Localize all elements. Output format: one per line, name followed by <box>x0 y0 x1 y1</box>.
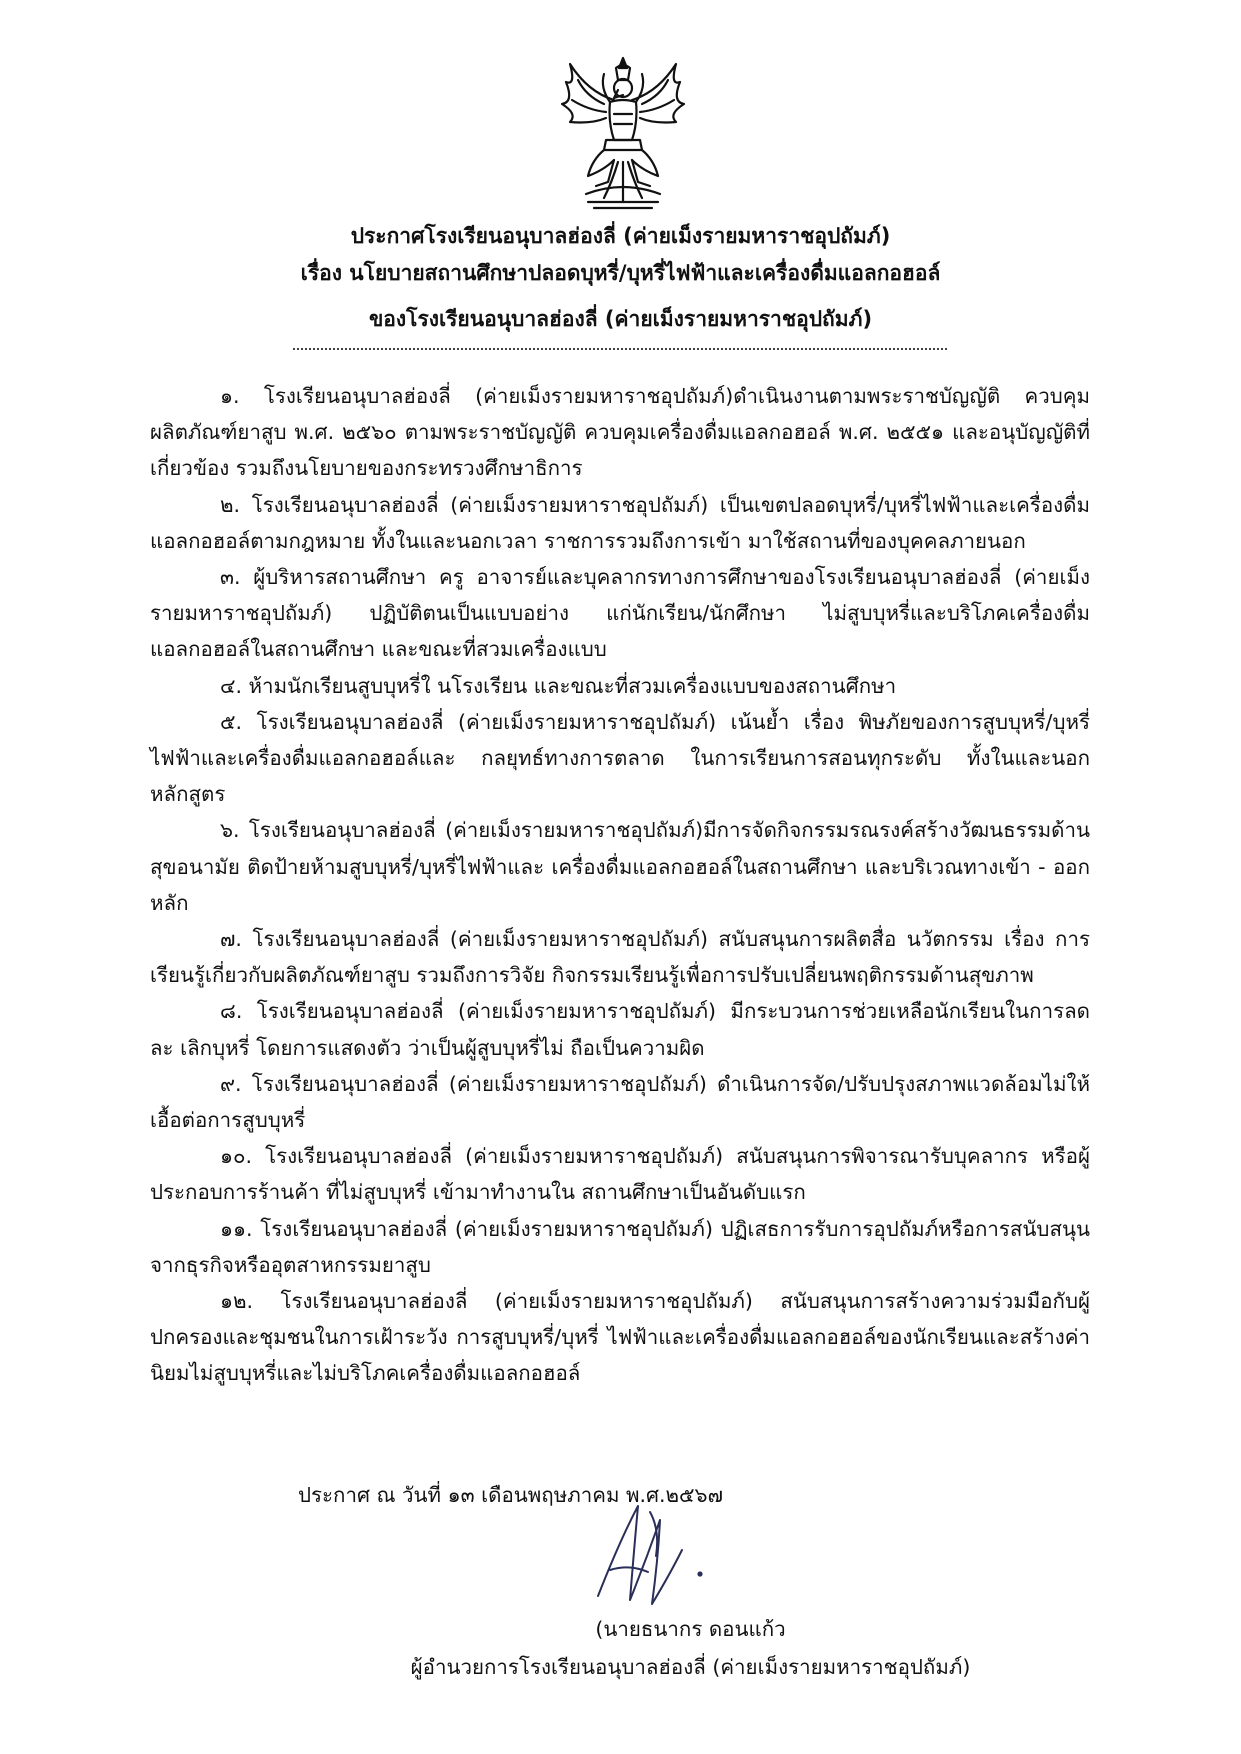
signer-name: (นายธนากร ดอนแก้ว <box>595 1617 786 1641</box>
announcement-school: ของโรงเรียนอนุบาลฮ่องลี่ (ค่ายเม็งรายมหาราชอุปถัมภ์) <box>368 307 873 331</box>
dotted-divider <box>293 348 947 350</box>
policy-item: ๑. โรงเรียนอนุบาลฮ่องลี่ (ค่ายเม็งรายมหาราชอุปถัมภ์)ดำเนินงานตามพระราชบัญญัติ ควบคุมผลิตภัณฑ์ยาสูบ พ.ศ. ๒๕๖๐ ตามพระราชบัญญัติ ควบคุมเครื่องดื่มแอลกอฮอล์ พ.ศ. ๒๕๕๑ และอนุบัญญัติที่เกี่ยวข้อง รวมถึงนโยบายของกระทรวงศึกษาธิการ <box>150 384 1090 481</box>
garuda-emblem-icon <box>548 52 698 214</box>
policy-item: ๑๐. โรงเรียนอนุบาลฮ่องลี่ (ค่ายเม็งรายมหาราชอุปถัมภ์) สนับสนุนการพิจารณารับบุคลากร หรือผู้ประกอบการร้านค้า ที่ไม่สูบบุหรี่ เข้ามาทำงานใน สถานศึกษาเป็นอันดับแรก <box>150 1144 1090 1205</box>
policy-item: ๕. โรงเรียนอนุบาลฮ่องลี่ (ค่ายเม็งรายมหาราชอุปถัมภ์) เน้นย้ำ เรื่อง พิษภัยของการสูบบุหรี่/บุหรี่ไฟฟ้าและเครื่องดื่มแอลกอฮอล์และ กลยุทธ์ทางการตลาด ในการเรียนการสอนทุกระดับ ทั้งในและนอกหลักสูตร <box>150 709 1090 807</box>
announcement-date: ประกาศ ณ วันที่ ๑๓ เดือนพฤษภาคม พ.ศ.๒๕๖๗ <box>298 1483 723 1507</box>
announcement-title: ประกาศโรงเรียนอนุบาลฮ่องลี่ (ค่ายเม็งรายมหาราชอุปถัมภ์) <box>350 224 891 248</box>
policy-items <box>150 378 1090 1392</box>
policy-item: ๗. โรงเรียนอนุบาลฮ่องลี่ (ค่ายเม็งรายมหาราชอุปถัมภ์) สนับสนุนการผลิตสื่อ นวัตกรรม เรื่อง การเรียนรู้เกี่ยวกับผลิตภัณฑ์ยาสูบ รวมถึงการวิจัย กิจกรรมเรียนรู้เพื่อการปรับเปลี่ยนพฤติกรรมด้านสุขภาพ <box>150 927 1090 988</box>
policy-item: ๙. โรงเรียนอนุบาลฮ่องลี่ (ค่ายเม็งรายมหาราชอุปถัมภ์) ดำเนินการจัด/ปรับปรุงสภาพแวดล้อมไม่ให้เอื้อต่อการสูบบุหรี่ <box>150 1071 1090 1133</box>
policy-item: ๖. โรงเรียนอนุบาลฮ่องลี่ (ค่ายเม็งรายมหาราชอุปถัมภ์)มีการจัดกิจกรรมรณรงค์สร้างวัฒนธรรมด้านสุขอนามัย ติดป้ายห้ามสูบบุหรี่/บุหรี่ไฟฟ้าและ เครื่องดื่มแอลกอฮอล์ในสถานศึกษา และบริเวณทางเข้า - ออกหลัก <box>150 818 1090 915</box>
announcement-subject: เรื่อง นโยบายสถานศึกษาปลอดบุหรี่/บุหรี่ไฟฟ้าและเครื่องดื่มแอลกอฮอล์ <box>300 261 941 285</box>
policy-item: ๑๑. โรงเรียนอนุบาลฮ่องลี่ (ค่ายเม็งรายมหาราชอุปถัมภ์) ปฏิเสธการรับการอุปถัมภ์หรือการสนับสนุน จากธุรกิจหรืออุตสาหกรรมยาสูบ <box>150 1216 1090 1277</box>
policy-item: ๔. ห้ามนักเรียนสูบบุหรี่ใ นโรงเรียน และขณะที่สวมเครื่องแบบของสถานศึกษา <box>220 673 897 698</box>
policy-item: ๒. โรงเรียนอนุบาลฮ่องลี่ (ค่ายเม็งรายมหาราชอุปถัมภ์) เป็นเขตปลอดบุหรี่/บุหรี่ไฟฟ้าและเครื่องดื่มแอลกอฮอล์ตามกฎหมาย ทั้งในและนอกเวลา ราชการรวมถึงการเข้า มาใช้สถานที่ของบุคคลภายนอก <box>150 492 1090 553</box>
policy-item: ๑๒. โรงเรียนอนุบาลฮ่องลี่ (ค่ายเม็งรายมหาราชอุปถัมภ์) สนับสนุนการสร้างความร่วมมือกับผู้ปกครองและชุมชนในการเฝ้าระวัง การสูบบุหรี่/บุหรี่ ไฟฟ้าและเครื่องดื่มแอลกอฮอล์ของนักเรียนและสร้างค่านิยมไม่สูบบุหรี่และไม่บริโภคเครื่องดื่มแอลกอฮอล์ <box>150 1289 1090 1386</box>
policy-item: ๘. โรงเรียนอนุบาลฮ่องลี่ (ค่ายเม็งรายมหาราชอุปถัมภ์) มีกระบวนการช่วยเหลือนักเรียนในการลด ละ เลิกบุหรี่ โดยการแสดงตัว ว่าเป็นผู้สูบบุหรี่ไม่ ถือเป็นความผิด <box>150 999 1090 1060</box>
handwritten-signature <box>590 1500 740 1610</box>
policy-item: ๓. ผู้บริหารสถานศึกษา ครู อาจารย์และบุคลากรทางการศึกษาของโรงเรียนอนุบาลฮ่องลี่ (ค่ายเม็งรายมหาราชอุปถัมภ์) ปฏิบัติตนเป็นแบบอย่าง แก่นักเรียน/นักศึกษา ไม่สูบบุหรี่และบริโภคเครื่องดื่มแอลกอฮอล์ในสถานศึกษา และขณะที่สวมเครื่องแบบ <box>150 565 1090 662</box>
signer-title: ผู้อำนวยการโรงเรียนอนุบาลฮ่องลี่ (ค่ายเม็งรายมหาราชอุปถัมภ์) <box>410 1655 971 1679</box>
